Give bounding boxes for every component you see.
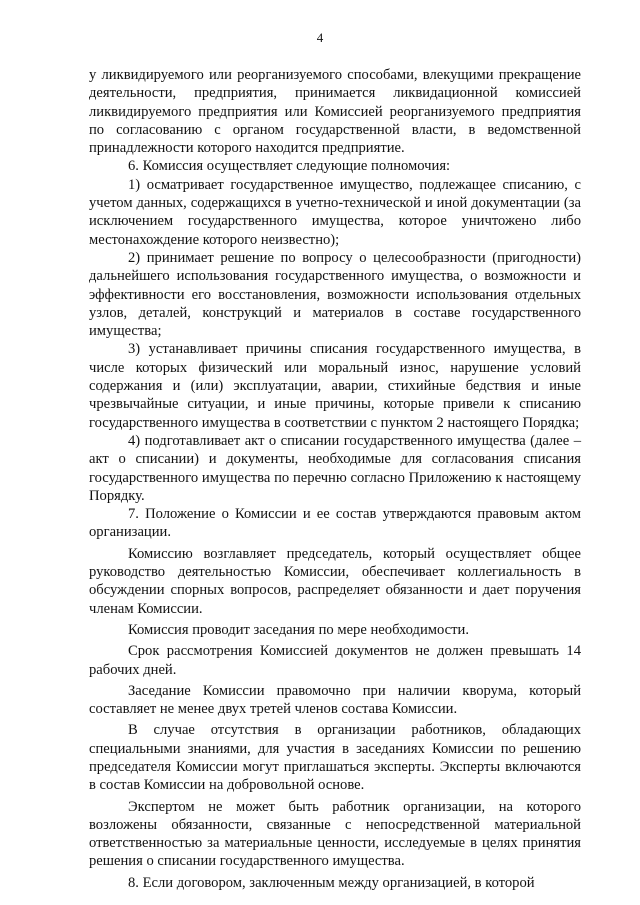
paragraph-expert-restriction: Экспертом не может быть работник организации, на которого возложены обязанности, связанные с непосредственной материальной ответственностью за материальные ценности, исследуемые в целях принятия решения о списании государственного имущества. (89, 798, 581, 870)
paragraph-subitem-3: 3) устанавливает причины списания государственного имущества, в числе которых физический или моральный износ, нарушение условий содержания и (или) эксплуатации, аварии, стихийные бедствия и иные чрезвычайные ситуации, и иные причины, которые привели к списанию государственного имущества в соответствии с пунктом 2 настоящего Порядка; (89, 341, 581, 431)
paragraph-subitem-4: 4) подготавливает акт о списании государственного имущества (далее – акт о списании) и документы, необходимые для согласования списания государственного имущества по перечню согласно Приложению к настоящему Порядку. (89, 432, 581, 504)
paragraph-meetings: Комиссия проводит заседания по мере необходимости. (128, 621, 469, 638)
page-number: 4 (316, 30, 324, 45)
document-body (89, 66, 581, 892)
paragraph-subitem-2: 2) принимает решение по вопросу о целесообразности (пригодности) дальнейшего использования государственного имущества, о возможности и эффективности его восстановления, возможности использования отдельных узлов, деталей, конструкций и материалов в составе государственного имущества; (89, 249, 581, 340)
paragraph-item-7: 7. Положение о Комиссии и ее состав утверждаются правовым актом организации. (89, 506, 581, 541)
paragraph-experts: В случае отсутствия в организации работников, обладающих специальными знаниями, для участия в заседаниях Комиссии по решению председателя Комиссии могут приглашаться эксперты. Эксперты включаются в состав Комиссии на добровольной основе. (89, 722, 581, 794)
paragraph-continuation: у ликвидируемого или реорганизуемого способами, влекущими прекращение деятельности, предприятия, принимается ликвидационной комиссией ликвидируемого предприятия или Комиссией реорганизуемого предприятия по согласованию с органом государственной власти, в ведомственной принадлежности которого находится предприятие. (89, 67, 581, 157)
paragraph-quorum: Заседание Комиссии правомочно при наличии кворума, который составляет не менее двух третей членов состава Комиссии. (89, 682, 581, 718)
paragraph-review-term: Срок рассмотрения Комиссией документов не должен превышать 14 рабочих дней. (89, 643, 581, 678)
paragraph-item-6: 6. Комиссия осуществляет следующие полномочия: (128, 158, 451, 175)
paragraph-subitem-1: 1) осматривает государственное имущество, подлежащее списанию, с учетом данных, содержащихся в учетно-технической и иной документации (за исключением государственного имущества, которое уничтожено либо местонахождение которого неизвестно); (89, 176, 581, 248)
paragraph-chairman: Комиссию возглавляет председатель, который осуществляет общее руководство деятельностью Комиссии, обеспечивает коллегиальность в обсуждении спорных вопросов, распределяет обязанности и дает поручения членам Комиссии. (89, 545, 581, 617)
paragraph-item-8: 8. Если договором, заключенным между организацией, в которой (128, 874, 535, 891)
